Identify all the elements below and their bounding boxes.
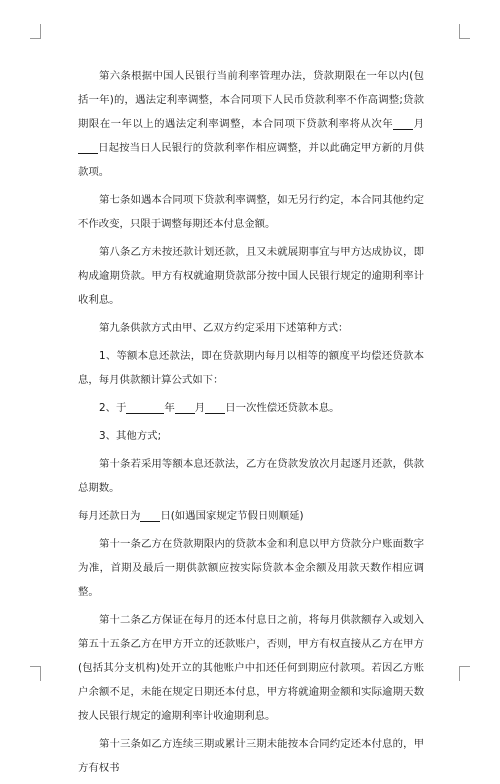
article-11: 第十一条乙方在贷款期限内的贷款本金和利息以甲方贷款分户账面数字为准，首期及最后一期供款额应按实际贷款本金余额及用款天数作相应调整。	[78, 538, 424, 598]
blank-repay-month	[175, 401, 195, 414]
article-9-option-2	[78, 396, 424, 420]
blank-year	[393, 117, 413, 130]
article-9: 第九条供款方式由甲、乙双方约定采用下述第种方式：	[99, 322, 349, 334]
article-8: 第八条乙方未按还款计划还款，且又未就展期事宜与甲方达成协议，即构成逾期贷款。甲方有权就逾期贷款部分按中国人民银行规定的逾期利率计收利息。	[78, 246, 424, 306]
crop-mark-top-right	[459, 24, 470, 39]
article-10: 第十条若采用等额本息还款法，乙方在贷款发放次月起逐月还款，供款总期数。	[78, 458, 424, 494]
article-9-option-3: 3、其他方式;	[99, 430, 162, 442]
article-7: 第七条如遇本合同项下贷款利率调整，如无另行约定，本合同其他约定不作改变，只限于调整每期还本付息金额。	[78, 194, 424, 230]
repayment-day-note: 日(如遇国家规定节假日则顺延)	[160, 510, 304, 522]
option-2-month-label: 月	[194, 402, 206, 414]
document-body	[78, 64, 424, 784]
option-2-year-label: 年	[164, 402, 175, 414]
article-9-option-1: 1、等额本息还款法，即在贷款期内每月以相等的额度平均偿还贷款本息，每月供款额计算公式如下：	[78, 350, 424, 386]
article-13: 第十三条如乙方连续三期或累计三期未能按本合同约定还本付息的，甲方有权书	[78, 738, 424, 774]
option-2-prefix: 2、于	[99, 402, 127, 414]
article-6-month-label: 月	[413, 118, 425, 130]
crop-mark-top-left	[30, 24, 41, 39]
article-6-text: 第六条根据中国人民银行当前利率管理办法，贷款期限在一年以内(包括一年)的，遇法定利率调整，本合同项下人民币贷款利率不作高调整;贷款期限在一年以上的遇法定利率调整，本合同项下贷款利率将从次年	[78, 70, 424, 130]
blank-repayment-day	[140, 509, 160, 522]
crop-mark-bottom-right	[459, 666, 470, 681]
blank-repay-year	[126, 401, 164, 414]
article-6-text-end: 日起按当日人民银行的贷款利率作相应调整，并以此确定甲方新的月供款项。	[78, 142, 424, 178]
article-12: 第十二条乙方保证在每月的还本付息日之前，将每月供款额存入或划入第五十五条乙方在甲方开立的还款账户，否则，甲方有权直接从乙方在甲方(包括其分支机构)处开立的其他账户中扣还任何到期应付款项。若因乙方账户余额不足，未能在规定日期还本付息，甲方将就逾期金额和实际逾期天数按人民银行规定的逾期利率计收逾期利息。	[78, 614, 424, 722]
article-10-repayment-day	[78, 504, 424, 528]
blank-month	[78, 141, 98, 154]
blank-repay-day	[205, 401, 225, 414]
crop-mark-bottom-left	[30, 666, 41, 681]
article-6	[78, 64, 424, 184]
option-2-suffix: 日一次性偿还贷款本息。	[225, 402, 340, 414]
repayment-day-label: 每月还款日为	[78, 510, 141, 522]
